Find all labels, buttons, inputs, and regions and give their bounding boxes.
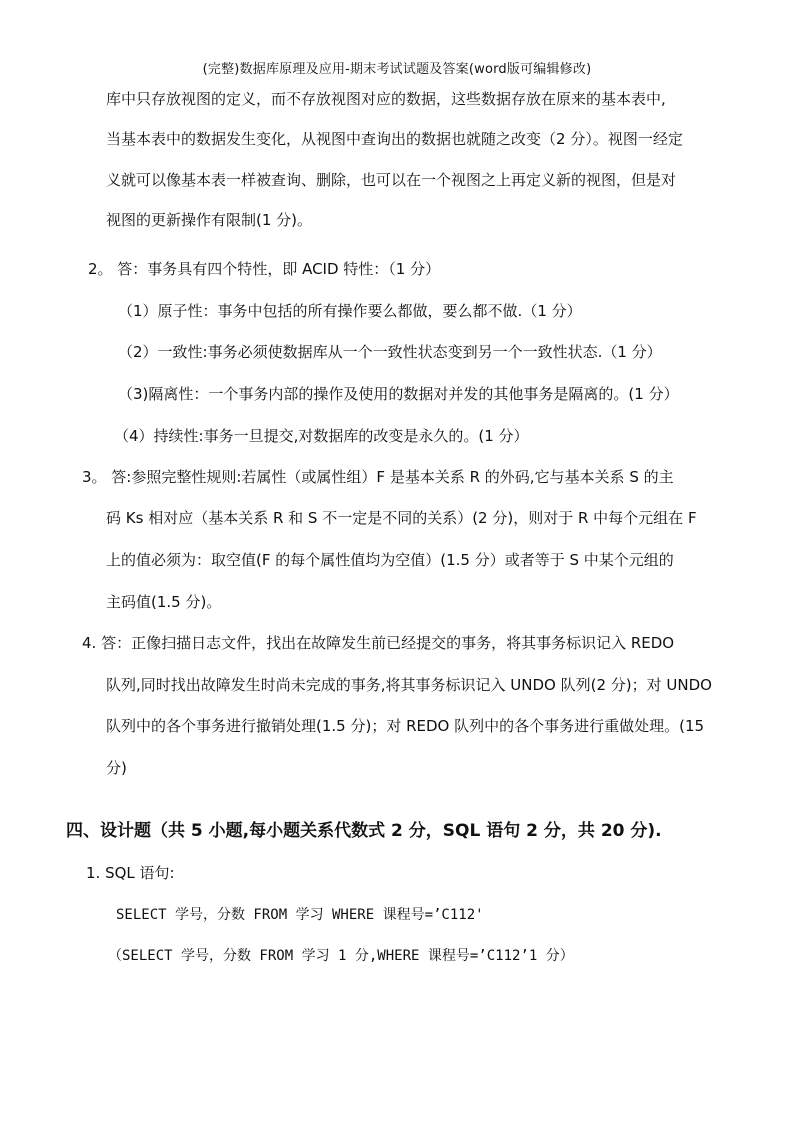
answer1-line-3: 义就可以像基本表一样被查询、删除，也可以在一个视图之上再定义新的视图，但是对: [106, 171, 677, 189]
answer2-item-4: （4）持续性:事务一旦提交,对数据库的改变是永久的。(1 分）: [114, 427, 529, 445]
answer4-line-1: 4. 答：正像扫描日志文件，找出在故障发生前已经提交的事务，将其事务标识记入 REDO: [82, 634, 675, 652]
answer2-item-2: （2）一致性:事务必须使数据库从一个一致性状态变到另一个一致性状态.（1 分）: [118, 343, 662, 361]
question1-scoring: （SELECT 学号，分数 FROM 学习 1 分,WHERE 课程号=’C112’1 分）: [108, 948, 574, 964]
answer1-line-1: 库中只存放视图的定义，而不存放视图对应的数据，这些数据存放在原来的基本表中,: [106, 90, 666, 108]
section4-heading: 四、设计题（共 5 小题,每小题关系代数式 2 分，SQL 语句 2 分，共 20 分).: [66, 821, 662, 841]
answer1-line-4: 视图的更新操作有限制(1 分)。: [106, 211, 313, 229]
answer4-line-4: 分): [106, 759, 127, 777]
answer1-line-2: 当基本表中的数据发生变化，从视图中查询出的数据也就随之改变（2 分）。视图一经定: [106, 130, 683, 148]
answer4-line-3: 队列中的各个事务进行撤销处理(1.5 分)；对 REDO 队列中的各个事务进行重做处理。(15: [106, 717, 705, 735]
answer2-item-1: （1）原子性：事务中包括的所有操作要么都做，要么都不做.（1 分）: [118, 302, 582, 320]
answer3-line-2: 码 Ks 相对应（基本关系 R 和 S 不一定是不同的关系）(2 分)，则对于 R 中每个元组在 F: [106, 509, 697, 527]
answer3-line-1: 3。 答:参照完整性规则:若属性（或属性组）F 是基本关系 R 的外码,它与基本关系 S 的主: [82, 468, 674, 486]
answer2-item-3: （3)隔离性：一个事务内部的操作及使用的数据对并发的其他事务是隔离的。(1 分）: [118, 385, 679, 403]
page-header: (完整)数据库原理及应用-期末考试试题及答案(word版可编辑修改): [202, 62, 592, 77]
answer2-intro: 2。 答：事务具有四个特性，即 ACID 特性：（1 分）: [88, 260, 441, 278]
answer4-line-2: 队列,同时找出故障发生时尚未完成的事务,将其事务标识记入 UNDO 队列(2 分)；对 UNDO: [106, 676, 712, 694]
question1-label: 1. SQL 语句:: [86, 864, 175, 882]
question1-sql: SELECT 学号，分数 FROM 学习 WHERE 课程号=’C112': [116, 907, 484, 923]
answer3-line-3: 上的值必须为：取空值(F 的每个属性值均为空值）(1.5 分）或者等于 S 中某个元组的: [106, 551, 674, 569]
answer3-line-4: 主码值(1.5 分)。: [106, 593, 222, 611]
